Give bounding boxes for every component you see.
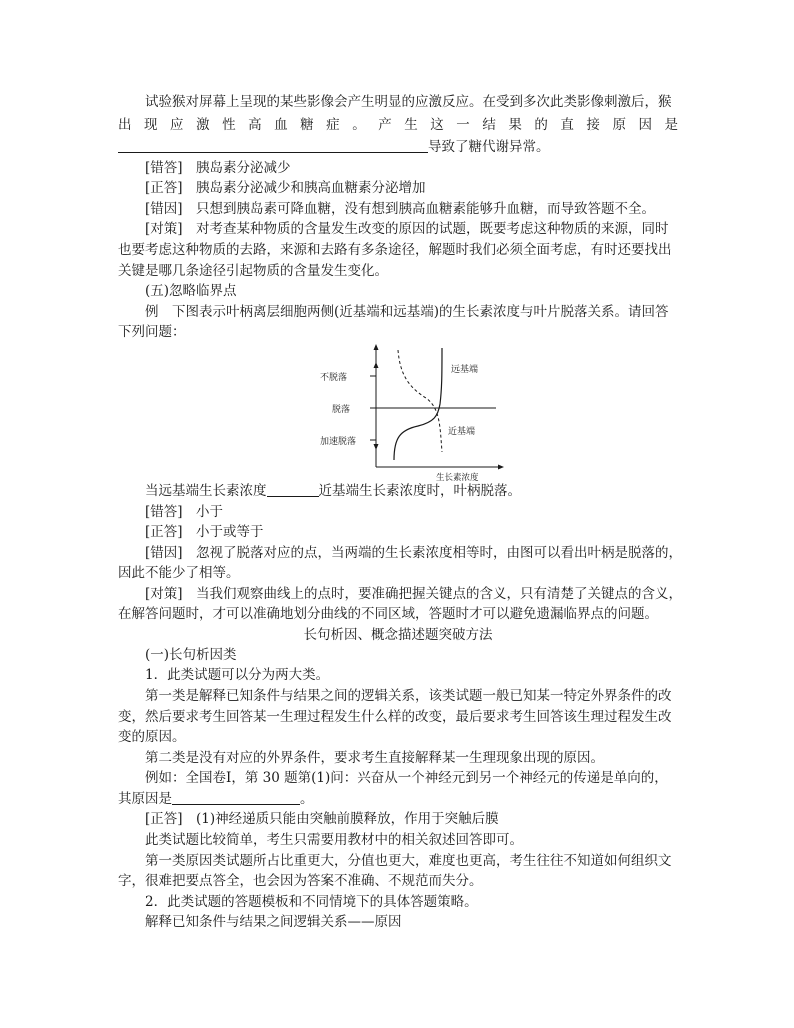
answer-blank — [172, 790, 300, 805]
paragraph-line: 试验猴对屏幕上呈现的某些影像会产生明显的应激反应。在受到多次此类影像刺激后，猴 — [145, 94, 672, 110]
y-label-abscission: 脱落 — [332, 405, 351, 415]
strategy-label: [对策] 当我们观察曲线上的点时，要准确把握关键点的含义，只有清楚了关键点的含义， — [145, 586, 683, 602]
section-heading: (一)长句析因类 — [145, 647, 237, 663]
justified-text: 出 现 应 激 性 高 血 糖 症 。 产 生 这 一 结 果 的 直 接 原 因 是 — [118, 117, 678, 133]
paragraph-line: 下列问题： — [118, 324, 186, 340]
line-text: 当远基端生长素浓度 — [145, 483, 267, 499]
paragraph-line: 第二类是没有对应的外界条件，要求考生直接解释某一生理现象出现的原因。 — [145, 750, 604, 766]
paragraph-line — [145, 481, 678, 502]
section-title: 长句析因、概念描述题突破方法 — [303, 627, 493, 643]
paragraph-line: 变的原因。 — [118, 729, 186, 745]
answer-blank — [267, 482, 319, 497]
answer-blank — [118, 138, 428, 153]
strategy-label: [对策] 对考查某种物质的含量发生改变的原因的试题，既要考虑这种物质的来源，同时 — [145, 221, 669, 237]
y-arrow-up-head — [374, 362, 379, 368]
paragraph-line: 因此不能少了相等。 — [118, 565, 240, 581]
paragraph-line — [118, 789, 678, 810]
paragraph-line: 变，然后要求考生回答某一生理过程发生什么样的改变，最后要求考生回答该生理过程发生改 — [118, 709, 672, 725]
curve-near-label: 近基端 — [448, 427, 476, 437]
curve-far-end — [394, 348, 442, 460]
example-line: 例 下图表示叶柄离层细胞两侧(近基端和远基端)的生长素浓度与叶片脱落关系。请回答 — [145, 304, 669, 320]
paragraph-line: 也要考虑这种物质的去路，来源和去路有多条途径，解题时我们必须全面考虑，有时还要找出 — [118, 242, 672, 258]
paragraph-line — [118, 115, 678, 136]
y-arrow-down-head — [374, 444, 379, 450]
error-cause-label: [错因] 只想到胰岛素可降血糖，没有想到胰高血糖素能够升血糖，而导致答题不全。 — [145, 201, 656, 217]
curve-far-label: 远基端 — [451, 365, 479, 375]
line-text: 其原因是 — [118, 791, 172, 807]
wrong-answer-label: [错答] 小于 — [145, 504, 224, 520]
x-axis-arrow — [498, 465, 504, 470]
paragraph-line: 在解答问题时，才可以准确地划分曲线的不同区域，答题时才可以避免遗漏临界点的问题。 — [118, 606, 658, 622]
paragraph-line: 解释已知条件与结果之间逻辑关系——原因 — [145, 914, 402, 930]
y-label-no-abscission: 不脱落 — [320, 373, 348, 383]
y-label-accelerated: 加速脱落 — [320, 437, 357, 447]
x-axis-label: 生长素浓度 — [436, 473, 479, 483]
auxin-abscission-chart — [318, 342, 508, 483]
correct-answer-label: [正答] 小于或等于 — [145, 524, 264, 540]
section-heading: (五)忽略临界点 — [145, 283, 237, 299]
numbered-item: 1．此类试题可以分为两大类。 — [145, 667, 330, 683]
correct-answer-label: [正答] 胰岛素分泌减少和胰高血糖素分泌增加 — [145, 180, 426, 196]
line-text: 导致了糖代谢异常。 — [428, 139, 550, 155]
paragraph-line: 第一类原因类试题所占比重更大，分值也更大，难度也更高，考生往往不知道如何组织文 — [145, 853, 672, 869]
paragraph-line — [118, 137, 678, 158]
example-line: 例如：全国卷Ⅰ，第 30 题第(1)问：兴奋从一个神经元到另一个神经元的传递是单向的， — [145, 770, 668, 786]
line-text: 。 — [300, 791, 314, 807]
paragraph-line: 关键是哪几条途径引起物质的含量发生变化。 — [118, 263, 388, 279]
curve-near-end — [398, 350, 442, 452]
paragraph-line: 此类试题比较简单，考生只需要用教材中的相关叙述回答即可。 — [145, 832, 523, 848]
line-text: 近基端生长素浓度时，叶柄脱落。 — [318, 483, 521, 499]
error-cause-label: [错因] 忽视了脱落对应的点，当两端的生长素浓度相等时，由图可以看出叶柄是脱落的， — [145, 545, 683, 561]
wrong-answer-label: [错答] 胰岛素分泌减少 — [145, 160, 291, 176]
numbered-item: 2．此类试题的答题模板和不同情境下的具体答题策略。 — [145, 894, 478, 910]
paragraph-line: 字，很难把要点答全，也会因为答案不准确、不规范而失分。 — [118, 873, 483, 889]
correct-answer-label: [正答] (1)神经递质只能由突触前膜释放，作用于突触后膜 — [145, 811, 499, 827]
paragraph-line: 第一类是解释已知条件与结果之间的逻辑关系，该类试题一般已知某一特定外界条件的改 — [145, 688, 672, 704]
y-axis-arrow — [374, 344, 379, 350]
